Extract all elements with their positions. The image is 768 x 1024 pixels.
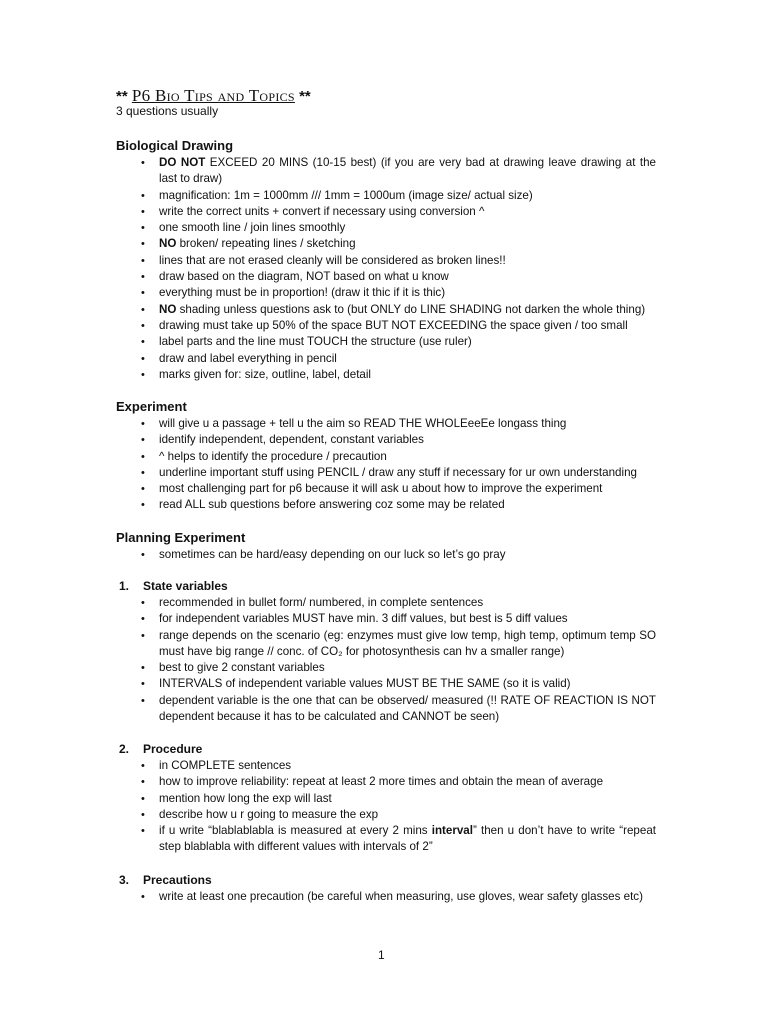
- section-experiment: [116, 399, 656, 514]
- page-title-text: P6 Bio Tips and Topics: [131, 86, 295, 105]
- page-subtitle: 3 questions usually: [116, 104, 219, 118]
- bullet-icon: •: [141, 483, 145, 496]
- list-item: [116, 660, 656, 676]
- bullet-icon: •: [141, 760, 145, 772]
- list-item-text: draw based on the diagram, NOT based on what u know: [159, 270, 449, 284]
- list-item: [116, 188, 656, 204]
- bullet-icon: •: [141, 157, 145, 169]
- list-item-text: read ALL sub questions before answering coz some may be related: [159, 498, 505, 512]
- list-item-text: lines that are not erased cleanly will be considered as broken lines!!: [159, 253, 506, 267]
- list-item: [116, 220, 656, 236]
- list-item-text: describe how u r going to measure the exp: [159, 807, 379, 821]
- bullet-icon: •: [141, 303, 145, 316]
- bullet-icon: •: [141, 418, 145, 430]
- bullet-icon: •: [141, 808, 145, 821]
- bullet-icon: •: [141, 271, 145, 284]
- list-item: [116, 628, 656, 661]
- list-item-text: sometimes can be hard/easy depending on our luck so let’s go pray: [159, 548, 506, 561]
- list-item-text: dependent variable is the one that can be observed/ measured (!! RATE OF REACTION IS NOT dependent because it has to be calculated and CANNOT be seen): [159, 693, 656, 724]
- list-item: [116, 269, 656, 285]
- bullet-icon: •: [141, 499, 145, 512]
- list-item-text: will give u a passage + tell u the aim so READ THE WHOLEeeEe longass thing: [159, 417, 567, 430]
- bullet-icon: •: [141, 776, 145, 789]
- list-item: [116, 497, 656, 513]
- bullet-icon: •: [141, 336, 145, 349]
- list-item-text: everything must be in proportion! (draw it thic if it is thic): [159, 286, 446, 300]
- bullet-icon: •: [141, 352, 145, 365]
- list-item: [116, 611, 656, 627]
- list-item: [116, 595, 656, 611]
- section-heading: Planning Experiment: [116, 530, 246, 545]
- page-number: 1: [378, 948, 385, 962]
- list-item: [116, 791, 656, 807]
- numbered-heading: 3. Precautions: [119, 873, 212, 887]
- list-item-text: magnification: 1m = 1000mm /// 1mm = 1000um (image size/ actual size): [159, 188, 533, 202]
- bullet-icon: •: [141, 450, 145, 463]
- list-item: [116, 204, 656, 220]
- list-item-text: mention how long the exp will last: [159, 791, 332, 805]
- list-item-text: if u write “blablablabla is measured at every 2 mins interval” then u don’t have to write “repeat step blablabla with different values with intervals of 2”: [159, 824, 656, 854]
- list-item-text: NO shading unless questions ask to (but ONLY do LINE SHADING not darken the whole thing): [159, 302, 646, 316]
- list-item-text: one smooth line / join lines smoothly: [159, 221, 346, 235]
- bullet-icon: •: [141, 891, 145, 903]
- list-item-text: identify independent, dependent, constant variables: [159, 433, 424, 447]
- list-item-text: ^ helps to identify the procedure / precaution: [159, 449, 387, 463]
- list-item-text: draw and label everything in pencil: [159, 351, 337, 365]
- list-item-text: range depends on the scenario (eg: enzymes must give low temp, high temp, optimum temp SO must have big range // conc. of CO₂ for photosynthesis can hv a smaller range): [159, 628, 656, 658]
- section-precautions: [116, 872, 656, 905]
- bullet-icon: •: [141, 662, 145, 675]
- bullet-icon: •: [141, 205, 145, 218]
- list-item-text: marks given for: size, outline, label, detail: [159, 367, 372, 381]
- list-item: [116, 676, 656, 692]
- section-biological-drawing: [116, 138, 656, 383]
- list-item-text: most challenging part for p6 because it will ask u about how to improve the experiment: [159, 482, 603, 496]
- bullet-icon: •: [141, 368, 145, 381]
- bullet-icon: •: [141, 825, 145, 838]
- bullet-icon: •: [141, 597, 145, 609]
- list-item: [116, 416, 656, 432]
- list-item-text: recommended in bullet form/ numbered, in complete sentences: [159, 596, 484, 609]
- list-item: [116, 318, 656, 334]
- bullet-icon: •: [141, 222, 145, 235]
- bullet-icon: •: [141, 629, 145, 642]
- bullet-list: [116, 155, 656, 383]
- page-title: ** P6 Bio Tips and Topics **: [116, 86, 311, 105]
- bullet-icon: •: [141, 549, 145, 561]
- section-planning-experiment: [116, 530, 656, 563]
- list-item: [116, 807, 656, 823]
- bullet-icon: •: [141, 238, 145, 251]
- list-item-text: underline important stuff using PENCIL / draw any stuff if necessary for ur own understanding: [159, 465, 637, 479]
- list-item: [116, 889, 656, 905]
- list-item-text: INTERVALS of independent variable values MUST BE THE SAME (so it is valid): [159, 677, 571, 691]
- list-item: [116, 758, 656, 774]
- list-item-text: NO broken/ repeating lines / sketching: [159, 237, 356, 251]
- bullet-icon: •: [141, 613, 145, 626]
- list-item: [116, 334, 656, 350]
- list-item: [116, 432, 656, 448]
- list-item: [116, 449, 656, 465]
- bullet-list: [116, 758, 656, 856]
- list-item-text: how to improve reliability: repeat at least 2 more times and obtain the mean of average: [159, 775, 604, 789]
- list-item: [116, 481, 656, 497]
- section-procedure: [116, 741, 656, 856]
- numbered-heading: 2. Procedure: [119, 742, 203, 756]
- list-item: [116, 465, 656, 481]
- section-state-variables: [116, 578, 656, 725]
- list-item: [116, 285, 656, 301]
- bullet-list: [116, 547, 656, 563]
- list-item: [116, 693, 656, 726]
- bullet-icon: •: [141, 466, 145, 479]
- list-item-text: write the correct units + convert if necessary using conversion ^: [159, 204, 485, 218]
- bullet-icon: •: [141, 287, 145, 300]
- bullet-list: [116, 595, 656, 725]
- bullet-icon: •: [141, 434, 145, 447]
- list-item-text: best to give 2 constant variables: [159, 661, 325, 675]
- bullet-icon: •: [141, 254, 145, 267]
- bullet-icon: •: [141, 792, 145, 805]
- list-item-text: write at least one precaution (be careful when measuring, use gloves, wear safety glasses etc): [159, 890, 643, 903]
- bullet-icon: •: [141, 189, 145, 202]
- section-heading: Biological Drawing: [116, 138, 234, 153]
- bullet-list: [116, 416, 656, 514]
- bullet-icon: •: [141, 678, 145, 691]
- list-item: [116, 253, 656, 269]
- bullet-list: [116, 889, 656, 905]
- list-item: [116, 774, 656, 790]
- list-item-text: DO NOT EXCEED 20 MINS (10-15 best) (if you are very bad at drawing leave drawing at the last to draw): [159, 156, 656, 186]
- list-item: [116, 302, 656, 318]
- list-item-text: drawing must take up 50% of the space BUT NOT EXCEEDING the space given / too small: [159, 318, 628, 332]
- list-item-text: in COMPLETE sentences: [159, 759, 292, 772]
- bullet-icon: •: [141, 694, 145, 707]
- list-item-text: for independent variables MUST have min. 3 diff values, but best is 5 diff values: [159, 612, 568, 626]
- list-item-text: label parts and the line must TOUCH the structure (use ruler): [159, 335, 472, 349]
- list-item: [116, 155, 656, 188]
- numbered-heading: 1. State variables: [119, 579, 228, 593]
- list-item: [116, 823, 656, 856]
- list-item: [116, 367, 656, 383]
- list-item: [116, 236, 656, 252]
- list-item: [116, 351, 656, 367]
- list-item: [116, 547, 656, 563]
- section-heading: Experiment: [116, 399, 187, 414]
- bullet-icon: •: [141, 319, 145, 332]
